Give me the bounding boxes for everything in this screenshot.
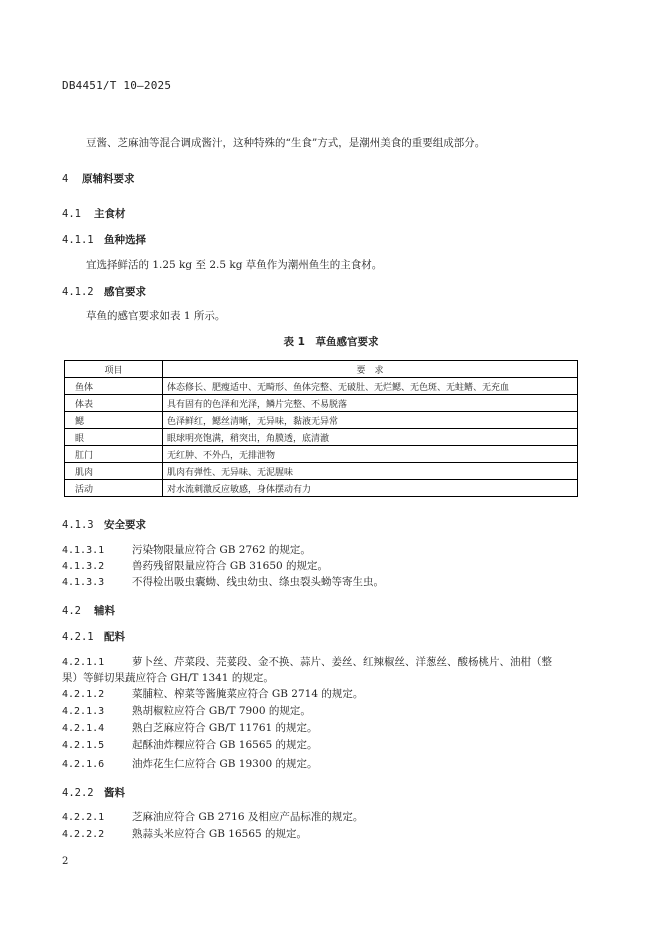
section-title: 辅料 bbox=[94, 605, 115, 617]
table-row bbox=[65, 480, 578, 497]
clause-number: 4.2.1.3 bbox=[62, 706, 105, 717]
section-4-1-2-heading bbox=[62, 284, 146, 299]
section-4-1-2-text: 草鱼的感官要求如表 1 所示。 bbox=[86, 310, 226, 322]
clause-4-2-1-1 bbox=[62, 654, 552, 671]
section-title: 感官要求 bbox=[104, 286, 146, 298]
table-cell-requirement: 色泽鲜红，鳃丝清晰，无异味，黏液无异常 bbox=[163, 412, 578, 429]
clause-4-2-1-4 bbox=[62, 720, 318, 737]
clause-text: 油炸花生仁应符合 GB 19300 的规定。 bbox=[132, 758, 318, 770]
clause-text: 起酥油炸粿应符合 GB 16565 的规定。 bbox=[132, 739, 318, 751]
section-title: 安全要求 bbox=[104, 519, 146, 531]
clause-text: 芝麻油应符合 GB 2716 及相应产品标准的规定。 bbox=[132, 811, 364, 823]
table-cell-item: 体表 bbox=[65, 395, 163, 412]
clause-number: 4.2.1.6 bbox=[62, 759, 105, 770]
table-cell-item: 活动 bbox=[65, 480, 163, 497]
table-cell-requirement: 眼球明亮饱满，稍突出，角膜透，底清澈 bbox=[163, 429, 578, 446]
clause-number: 4.1.3.3 bbox=[62, 577, 105, 588]
clause-text: 熟白芝麻应符合 GB/T 11761 的规定。 bbox=[132, 722, 318, 734]
section-title: 酱料 bbox=[104, 787, 125, 799]
clause-number: 4.2.1.4 bbox=[62, 723, 105, 734]
clause-text: 兽药残留限量应符合 GB 31650 的规定。 bbox=[132, 560, 329, 572]
table-header-item: 项目 bbox=[65, 361, 163, 378]
clause-number: 4.2.2.2 bbox=[62, 829, 105, 840]
table-cell-requirement: 体态修长、肥瘦适中、无畸形、鱼体完整、无破肚、无烂鳃、无色斑、无蛀鳍、无充血 bbox=[163, 378, 578, 395]
section-number: 4.1.1 bbox=[62, 234, 94, 246]
clause-4-1-3-1 bbox=[62, 542, 311, 559]
table-row bbox=[65, 463, 578, 480]
clause-number: 4.1.3.1 bbox=[62, 545, 105, 556]
section-4-1-heading bbox=[62, 206, 126, 221]
clause-text: 污染物限量应符合 GB 2762 的规定。 bbox=[132, 544, 311, 556]
clause-4-2-1-3 bbox=[62, 703, 311, 720]
document-header: DB4451/T 10—2025 bbox=[62, 79, 172, 92]
section-4-1-3-heading bbox=[62, 517, 146, 532]
section-title: 原辅料要求 bbox=[82, 173, 135, 185]
table-cell-requirement: 无红肿、不外凸，无排泄物 bbox=[163, 446, 578, 463]
clause-4-2-1-1-continuation: 果）等鲜切果蔬应符合 GH/T 1341 的规定。 bbox=[62, 672, 274, 684]
clause-text: 熟胡椒粒应符合 GB/T 7900 的规定。 bbox=[132, 705, 311, 717]
clause-number: 4.2.1.1 bbox=[62, 657, 105, 668]
section-4-heading bbox=[62, 171, 135, 186]
intro-paragraph: 豆酱、芝麻油等混合调成酱汁，这种特殊的“生食”方式，是潮州美食的重要组成部分。 bbox=[86, 137, 486, 149]
section-4-2-heading bbox=[62, 603, 115, 618]
section-4-1-1-heading bbox=[62, 232, 146, 247]
table-row bbox=[65, 395, 578, 412]
table-header-row bbox=[65, 361, 578, 378]
page-number: 2 bbox=[62, 856, 69, 867]
section-number: 4.1.2 bbox=[62, 286, 94, 298]
section-4-2-1-heading bbox=[62, 629, 125, 644]
clause-text: 萝卜丝、芹菜段、芫荽段、金不换、蒜片、姜丝、红辣椒丝、洋葱丝、酸杨桃片、油柑（整 bbox=[132, 656, 552, 668]
clause-4-2-2-1 bbox=[62, 809, 363, 826]
table-cell-item: 肌肉 bbox=[65, 463, 163, 480]
clause-number: 4.2.2.1 bbox=[62, 812, 105, 823]
section-number: 4.2 bbox=[62, 605, 81, 617]
table-cell-requirement: 对水流刺激反应敏感，身体摆动有力 bbox=[163, 480, 578, 497]
clause-text: 不得检出吸虫囊蚴、线虫幼虫、绦虫裂头蚴等寄生虫。 bbox=[132, 576, 384, 588]
section-4-2-2-heading bbox=[62, 785, 125, 800]
table-row bbox=[65, 412, 578, 429]
table-cell-item: 眼 bbox=[65, 429, 163, 446]
table-cell-requirement: 肌肉有弹性、无异味、无泥腥味 bbox=[163, 463, 578, 480]
table-cell-item: 鳃 bbox=[65, 412, 163, 429]
table-header-requirement: 要 求 bbox=[163, 361, 578, 378]
section-number: 4.1 bbox=[62, 208, 81, 220]
table-cell-requirement: 具有固有的色泽和光泽，鳞片完整、不易脱落 bbox=[163, 395, 578, 412]
table-row bbox=[65, 446, 578, 463]
clause-text: 熟蒜头米应符合 GB 16565 的规定。 bbox=[132, 828, 308, 840]
clause-4-2-2-2 bbox=[62, 826, 307, 843]
section-number: 4.2.1 bbox=[62, 631, 94, 643]
clause-number: 4.2.1.5 bbox=[62, 740, 105, 751]
clause-text: 菜脯粒、榨菜等酱腌菜应符合 GB 2714 的规定。 bbox=[132, 688, 364, 700]
section-number: 4.2.2 bbox=[62, 787, 94, 799]
clause-number: 4.2.1.2 bbox=[62, 689, 105, 700]
table-cell-item: 肛门 bbox=[65, 446, 163, 463]
sensory-requirements-table bbox=[64, 360, 578, 497]
clause-4-2-1-2 bbox=[62, 686, 363, 703]
clause-4-1-3-3 bbox=[62, 574, 384, 591]
clause-4-2-1-6 bbox=[62, 756, 318, 773]
table-row bbox=[65, 378, 578, 395]
table-cell-item: 鱼体 bbox=[65, 378, 163, 395]
clause-number: 4.1.3.2 bbox=[62, 561, 105, 572]
table-caption: 表 1 草鱼感官要求 bbox=[283, 336, 379, 348]
section-title: 鱼种选择 bbox=[104, 234, 146, 246]
section-4-1-1-text: 宜选择鲜活的 1.25 kg 至 2.5 kg 草鱼作为潮州鱼生的主食材。 bbox=[86, 259, 383, 271]
section-title: 主食材 bbox=[94, 208, 126, 220]
section-number: 4 bbox=[62, 173, 69, 185]
section-number: 4.1.3 bbox=[62, 519, 94, 531]
clause-4-1-3-2 bbox=[62, 558, 328, 575]
section-title: 配料 bbox=[104, 631, 125, 643]
table-row bbox=[65, 429, 578, 446]
clause-4-2-1-5 bbox=[62, 737, 318, 754]
